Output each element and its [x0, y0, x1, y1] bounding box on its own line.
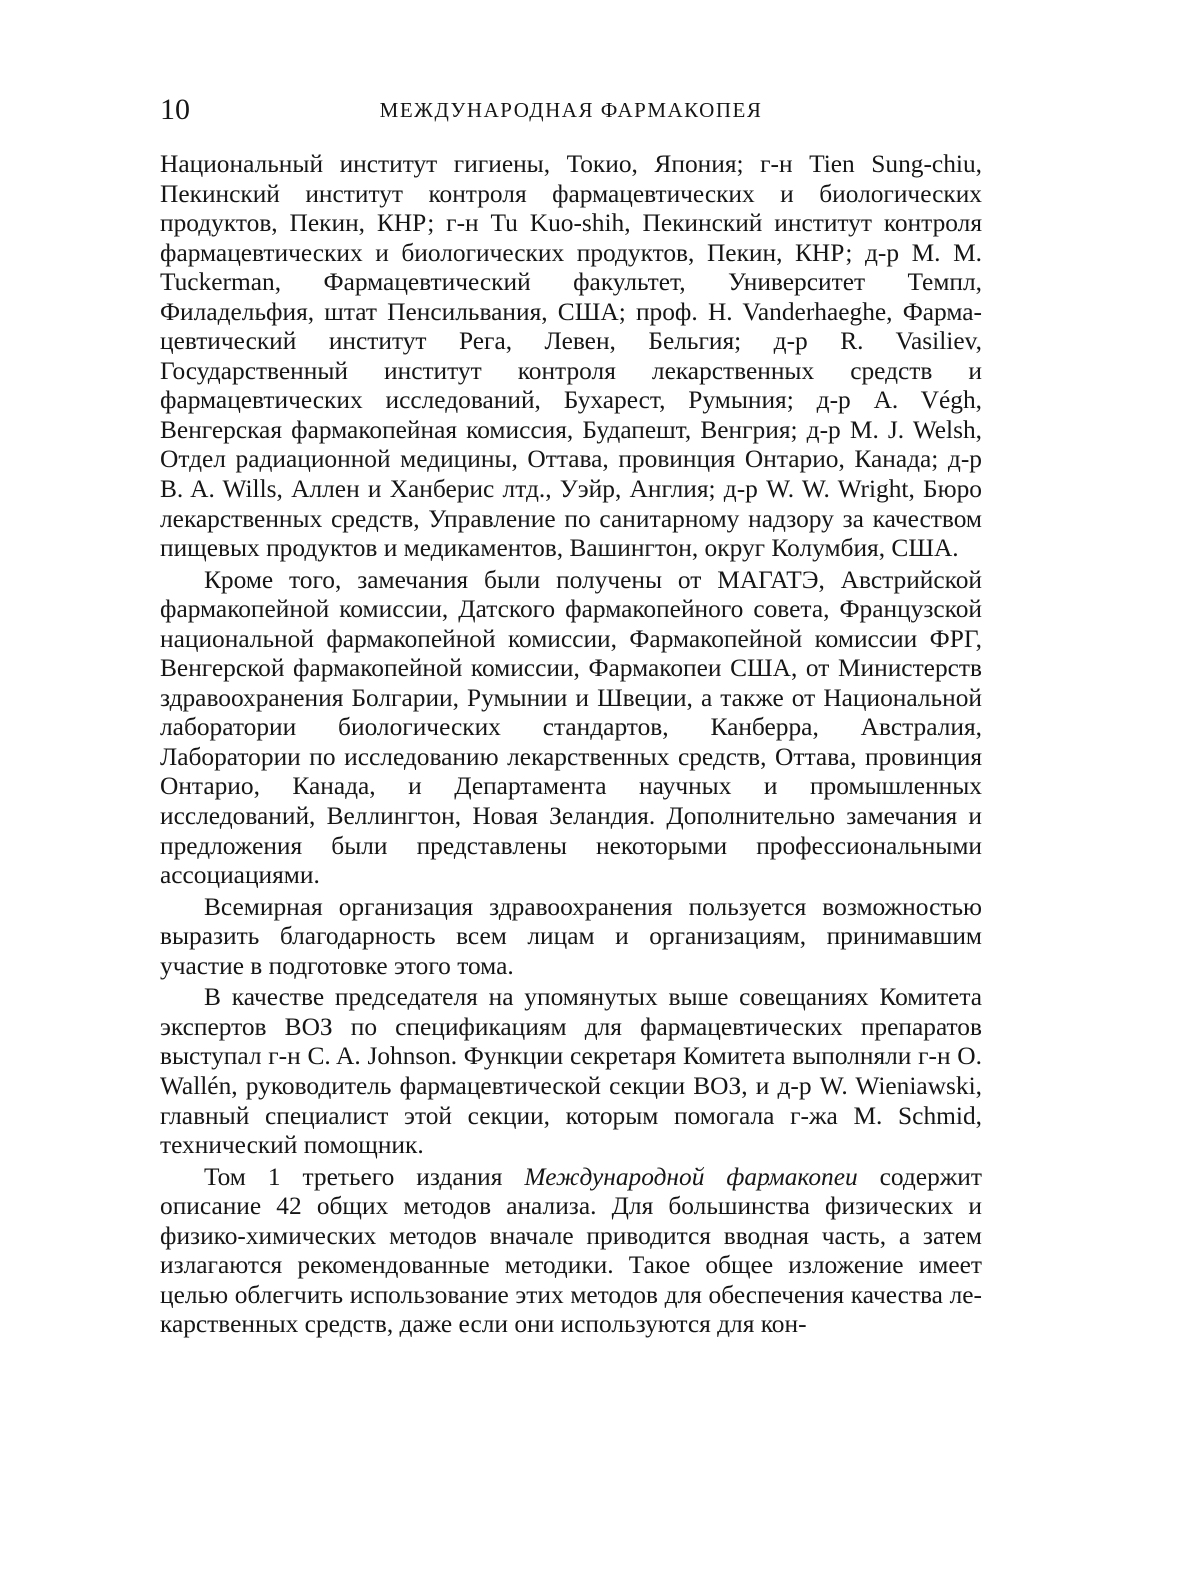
paragraph-volume-one-rest: содержит описание 42 общих методов анализа. Для большинства физических и физико-химических методов вначале приводится вводная часть, а затем излагаются рекомендованные методики. Такое общее изложение имеет целью облегчить использование этих методов для обеспечения качества лекарственных средств, даже если они используются для кон- — [160, 1162, 982, 1339]
paragraph-committee: В качестве председателя на упомянутых выше совещаниях Комитета экспертов ВОЗ по спецификациям для фармацевтических препаратов выступал г-н C. A. Johnson. Функции секретаря Комитета выполняли г-н O. Wallén, руководитель фармацевтической секции ВОЗ, и д-р W. Wieniawski, главный специалист этой секции, которым помогала г-жа M. Schmid, технический помощник. — [160, 983, 982, 1160]
pharmacopoeia-title: Международной фармакопеи — [524, 1162, 858, 1191]
page-header — [160, 90, 982, 130]
body-text — [160, 150, 982, 1340]
paragraph-contributors: Национальный институт гигиены, Токио, Япония; г-н Tien Sung-chiu, Пекинский институт контроля фармацевтических и биологических продуктов, Пекин, КНР; г-н Tu Kuo-shih, Пекинский институт контроля фармацевтических и биологических продуктов, Пекин, КНР; д-р M. M. Tuckerman, Фармацевтический факультет, Университет Темпл, Филадельфия, штат Пенсильвания, США; проф. H. Vanderhaeghe, Фармацевтический институт Рега, Левен, Бельгия; д-р R. Vasiliev, Государственный институт контроля лекарственных средств и фармацевтических исследований, Бухарест, Румыния; д-р A. Végh, Венгерская фармакопейная комиссия, Будапешт, Венгрия; д-р M. J. Welsh, Отдел радиационной медицины, Оттава, провинция Онтарио, Канада; д-р B. A. Wills, Аллен и Ханберис лтд., Уэйр, Англия; д-р W. W. Wright, Бюро лекарственных средств, Управление по санитарному надзору за качеством пищевых продуктов и медикаментов, Вашингтон, округ Колумбия, США. — [160, 150, 982, 563]
paragraph-comments: Кроме того, замечания были получены от МАГАТЭ, Австрийской фармакопейной комиссии, Датского фармакопейного совета, Французской национальной фармакопейной комиссии, Фармакопейной комиссии ФРГ, Венгерской фармакопейной комиссии, Фармакопеи США, от Министерств здравоохранения Болгарии, Румынии и Швеции, а также от Национальной лаборатории биологических стандартов, Канберра, Австралия, Лаборатории по исследованию лекарственных средств, Оттава, провинция Онтарио, Канада, и Департамента научных и промышленных исследований, Веллингтон, Новая Зеландия. Дополнительно замечания и предложения были представлены некоторыми профессиональными ассоциациями. — [160, 565, 982, 890]
paragraph-gratitude: Всемирная организация здравоохранения пользуется возможностью выразить благодарность всем лицам и организациям, принимавшим участие в подготовке этого тома. — [160, 892, 982, 980]
running-head: МЕЖДУНАРОДНАЯ ФАРМАКОПЕЯ — [379, 98, 763, 122]
paragraph-volume-one-start: Том 1 третьего издания — [204, 1162, 525, 1191]
paragraph-volume-one — [160, 1163, 982, 1340]
page-number: 10 — [160, 93, 190, 126]
